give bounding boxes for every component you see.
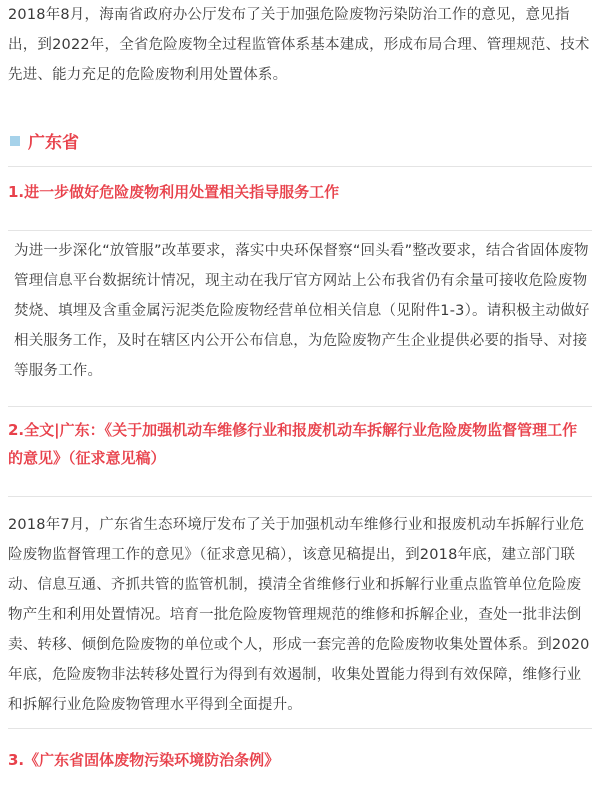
item-3-heading: 3.《广东省固体废物污染环境防治条例》 xyxy=(8,751,280,769)
divider xyxy=(8,230,592,231)
item-2-body: 2018年7月，广东省生态环境厅发布了关于加强机动车维修行业和报废机动车拆解行业危险废物监督管理工作的意见》（征求意见稿），该意见稿提出，到2018年底，建立部门联动、信息互通、齐抓共管的监管机制，摸清全省维修行业和拆解行业重点监管单位危险废物产生和利用处置情况。培育一批危险废物管理规范的维修和拆解企业，查处一批非法倒卖、转移、倾倒危险废物的单位或个人，形成一套完善的危险废物收集处置体系。到2020年底，危险废物非法转移处置行为得到有效遏制，收集处置能力得到有效保障，维修行业和拆解行业危险废物管理水平得到全面提升。 xyxy=(8,517,590,713)
section-title xyxy=(10,128,79,153)
divider xyxy=(8,166,592,167)
item-1-body: 为进一步深化“放管服”改革要求，落实中央环保督察“回头看”整改要求，结合省固体废物管理信息平台数据统计情况，现主动在我厅官方网站上公布我省仍有余量可接收危险废物焚烧、填埋及含重金属污泥类危险废物经营单位相关信息（见附件1-3）。请积极主动做好相关服务工作，及时在辖区内公开公布信息，为危险废物产生企业提供必要的指导、对接等服务工作。 xyxy=(14,243,590,379)
item-2-heading: 2.全文|广东：《关于加强机动车维修行业和报废机动车拆解行业危险废物监督管理工作的意见》（征求意见稿） xyxy=(8,421,578,467)
square-bullet-icon xyxy=(10,136,20,146)
section-title-text: 广东省 xyxy=(28,133,79,153)
item-1-heading: 1.进一步做好危险废物利用处置相关指导服务工作 xyxy=(8,183,340,201)
intro-paragraph: 2018年8月，海南省政府办公厅发布了关于加强危险废物污染防治工作的意见，意见指出，到2022年，全省危险废物全过程监管体系基本建成，形成布局合理、管理规范、技术先进、能力充足的危险废物利用处置体系。 xyxy=(8,7,590,83)
divider xyxy=(8,728,592,729)
divider xyxy=(8,496,592,497)
divider xyxy=(8,406,592,407)
